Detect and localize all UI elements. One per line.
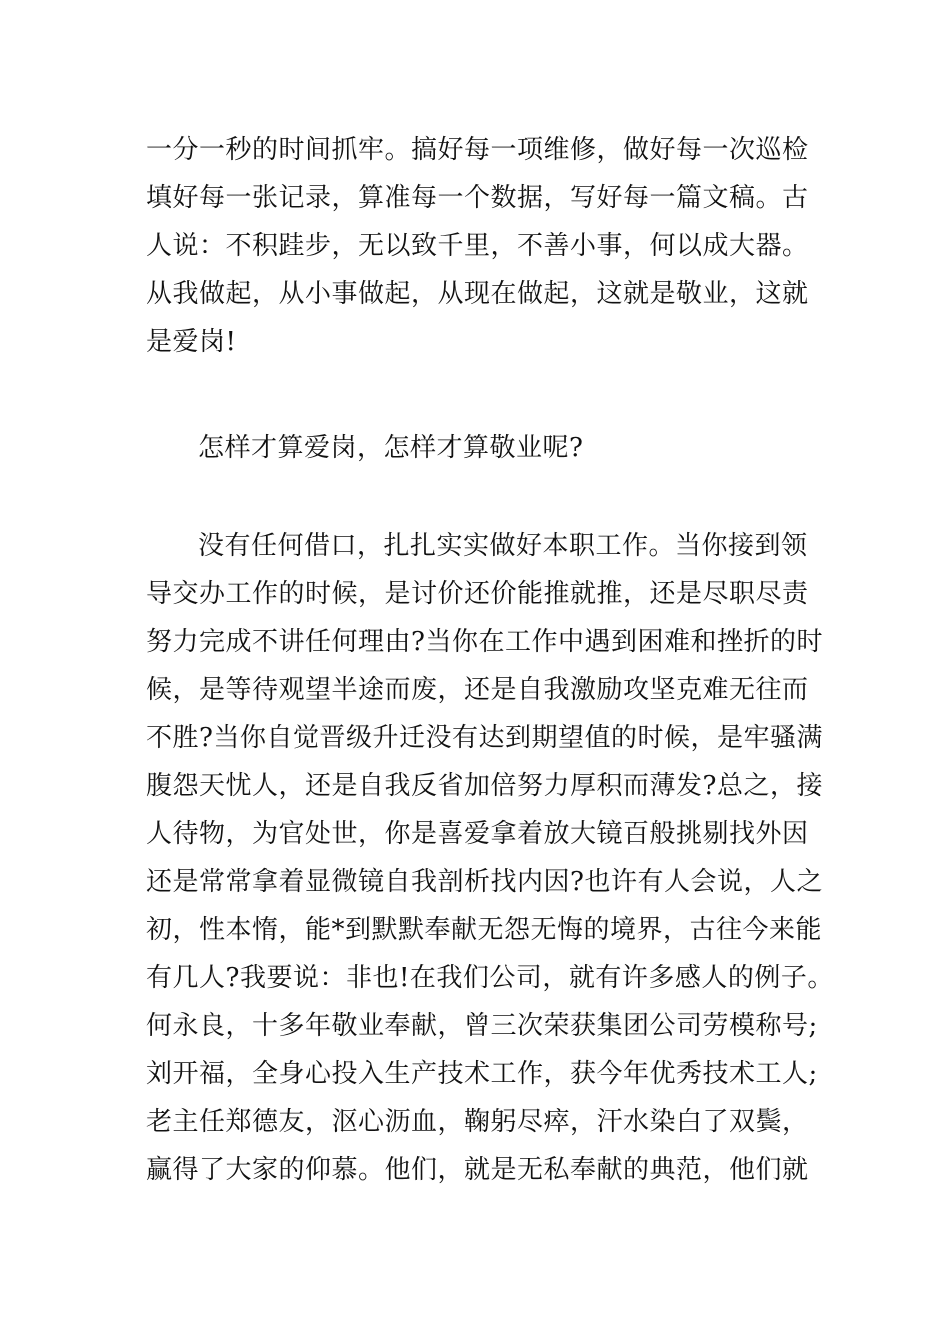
text-line: 没有任何借口，扎扎实实做好本职工作。当你接到领: [198, 531, 808, 561]
text-line: 努力完成不讲任何理由?当你在工作中遇到困难和挫折的时: [146, 627, 823, 657]
text-line: 赢得了大家的仰慕。他们，就是无私奉献的典范，他们就: [146, 1155, 809, 1185]
text-line: 从我做起，从小事做起，从现在做起，这就是敬业，这就: [146, 279, 809, 309]
text-line: 怎样才算爱岗，怎样才算敬业呢?: [198, 433, 584, 463]
text-line: 一分一秒的时间抓牢。搞好每一项维修，做好每一次巡检: [146, 135, 809, 165]
paragraph-question: [146, 424, 826, 472]
text-line: 填好每一张记录，算准每一个数据，写好每一篇文稿。古: [146, 183, 809, 213]
text-line: 是爱岗!: [146, 327, 237, 357]
text-line: 初，性本惰，能*到默默奉献无怨无悔的境界，古往今来能: [146, 915, 823, 945]
paragraph-continuation: [146, 126, 826, 366]
paragraph-body: [146, 522, 834, 1194]
text-line: 有几人?我要说：非也!在我们公司，就有许多感人的例子。: [146, 963, 834, 993]
text-line: 老主任郑德友，沤心沥血，鞠躬尽瘁，汗水染白了双鬓，: [146, 1107, 809, 1137]
text-line: 导交办工作的时候，是讨价还价能推就推，还是尽职尽责: [146, 579, 809, 609]
text-line: 人说：不积跬步，无以致千里，不善小事，何以成大器。: [146, 231, 809, 261]
text-line: 不胜?当你自觉晋级升迁没有达到期望值的时候，是牢骚满: [146, 723, 823, 753]
text-line: 候，是等待观望半途而废，还是自我激励攻坚克难无往而: [146, 675, 809, 705]
text-line: 还是常常拿着显微镜自我剖析找内因?也许有人会说，人之: [146, 867, 823, 897]
text-line: 刘开福，全身心投入生产技术工作，获今年优秀技术工人;: [146, 1059, 818, 1089]
text-line: 何永良，十多年敬业奉献，曾三次荣获集团公司劳模称号;: [146, 1011, 818, 1041]
text-line: 腹怨天忧人，还是自我反省加倍努力厚积而薄发?总之，接: [146, 771, 823, 801]
text-line: 人待物，为官处世，你是喜爱拿着放大镜百般挑剔找外因: [146, 819, 809, 849]
